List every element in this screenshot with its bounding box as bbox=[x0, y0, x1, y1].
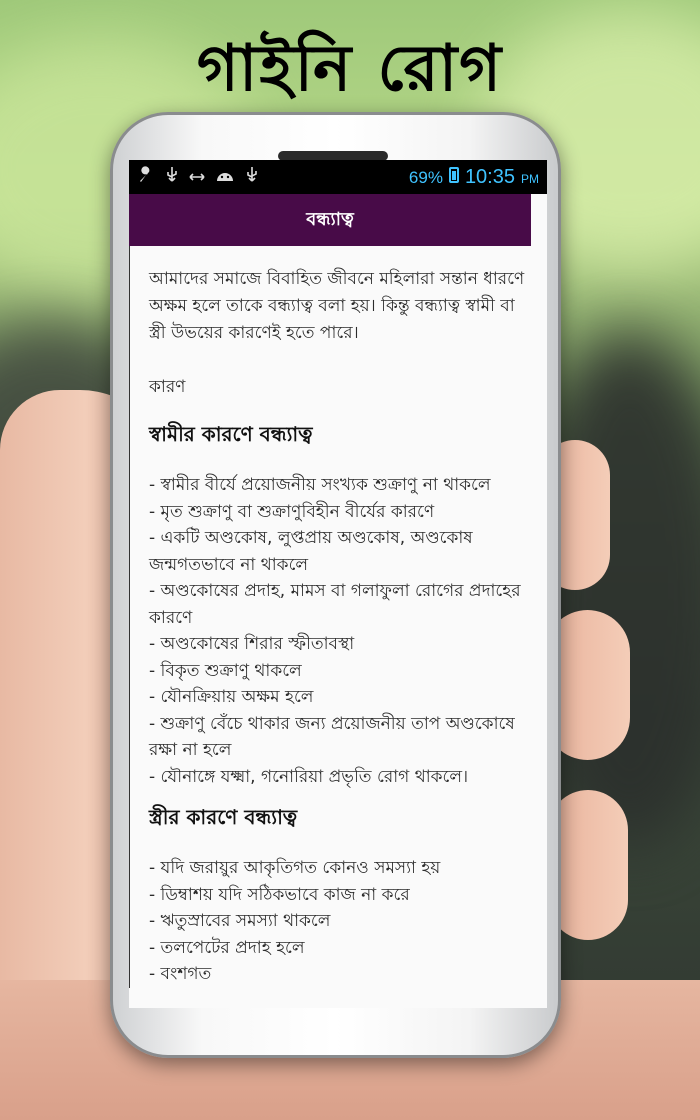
usb-icon bbox=[165, 166, 179, 188]
content-left-rule bbox=[129, 246, 130, 988]
list-item: - যদি জরায়ুর আকৃতিগত কোনও সমস্যা হয় bbox=[149, 858, 441, 878]
wife-causes-list bbox=[149, 855, 525, 988]
list-item: - তলপেটের প্রদাহ হলে bbox=[149, 937, 305, 958]
list-item: - ঋতুস্রাবের সমস্যা থাকলে bbox=[149, 911, 331, 931]
list-item: - বংশগত bbox=[149, 964, 212, 984]
list-item: - অণ্ডকোষের প্রদাহ, মামস বা গলাফুলা রোগের প্রদাহের কারণে bbox=[149, 581, 521, 628]
battery-percent: 69% bbox=[408, 167, 443, 187]
list-item: - বিকৃত শুক্রাণু থাকলে bbox=[149, 660, 302, 681]
list-item: - শুক্রাণু বেঁচে থাকার জন্য প্রয়োজনীয় তাপ অণ্ডকোষে রক্ষা না হলে bbox=[149, 713, 515, 760]
usb-icon bbox=[245, 166, 259, 188]
clock: 10:35 bbox=[464, 165, 515, 188]
list-item: - ডিম্বাশয় যদি সঠিকভাবে কাজ না করে bbox=[149, 884, 410, 905]
list-item: - যৌনাঙ্গে যক্ষ্মা, গনোরিয়া প্রভৃতি রোগ থাকলে। bbox=[149, 766, 469, 787]
clock-ampm: PM bbox=[521, 171, 539, 186]
article-content[interactable] bbox=[129, 246, 547, 988]
intro-paragraph: আমাদের সমাজে বিবাহিত জীবনে মহিলারা সন্তান ধারণে অক্ষম হলে তাকে বন্ধ্যাত্ব বলা হয়। কিন্তু বন্ধ্যাত্ব স্বামী বা স্ত্রী উভয়ের কারণেই হতে পারে। bbox=[149, 269, 525, 343]
wife-causes-heading: স্ত্রীর কারণে বন্ধ্যাত্ব bbox=[149, 805, 298, 829]
notification-icons bbox=[137, 166, 409, 188]
app-bar bbox=[129, 194, 531, 246]
promo-headline: গাইনি রোগ bbox=[196, 31, 504, 106]
husband-causes-heading: স্বামীর কারণে বন্ধ্যাত্ব bbox=[149, 422, 313, 446]
list-item: - মৃত শুক্রাণু বা শুক্রাণুবিহীন বীর্যের কারণে bbox=[149, 501, 435, 522]
android-icon bbox=[215, 167, 235, 187]
list-item: - অণ্ডকোষের শিরার স্ফীতাবস্থা bbox=[149, 634, 355, 654]
app-bar-title: বন্ধ্যাত্ব bbox=[306, 208, 354, 230]
husband-causes-list bbox=[149, 472, 525, 790]
status-right bbox=[409, 166, 539, 189]
list-item: - একটি অণ্ডকোষ, লুপ্তপ্রায় অণ্ডকোষ, অণ্ডকোষ জন্মগতভাবে না থাকলে bbox=[149, 528, 473, 575]
transfer-icon bbox=[189, 168, 205, 187]
phone-screen bbox=[129, 160, 547, 1008]
list-item: - যৌনক্রিয়ায় অক্ষম হলে bbox=[149, 687, 314, 707]
battery-icon bbox=[449, 167, 459, 183]
list-item: - স্বামীর বীর্যে প্রয়োজনীয় সংখ্যক শুক্রাণু না থাকলে bbox=[149, 475, 491, 495]
status-bar bbox=[129, 160, 547, 194]
phone-frame bbox=[110, 112, 561, 1058]
wrench-icon bbox=[137, 166, 155, 188]
cause-label: কারণ bbox=[149, 377, 186, 397]
